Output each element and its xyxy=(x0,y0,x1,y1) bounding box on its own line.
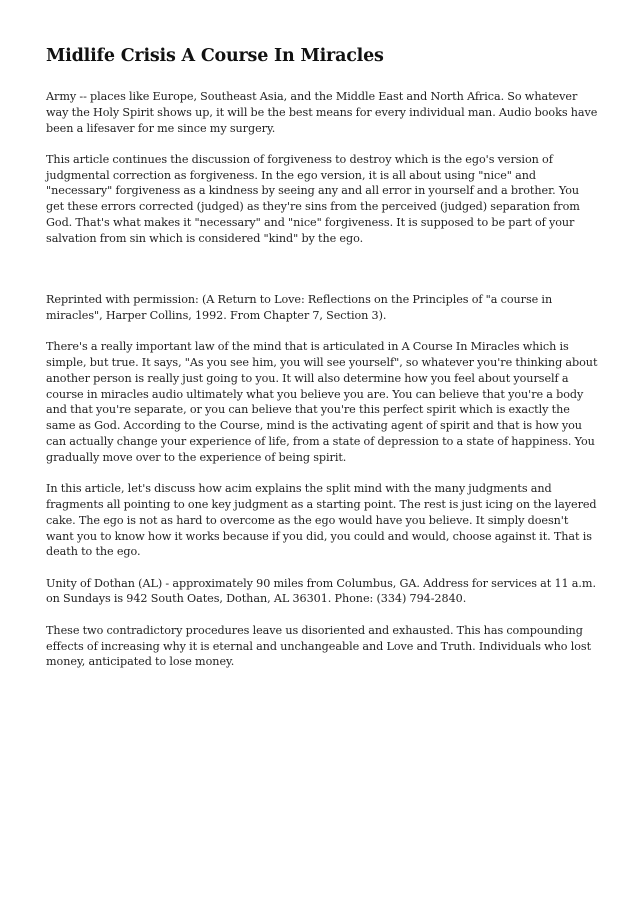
paragraph-6: Unity of Dothan (AL) - approximately 90 miles from Columbus, GA. Address for services at 11 a.m. on Sundays is 942 South Oates, Dothan, AL 36301. Phone: (334) 794-2840. xyxy=(46,576,596,606)
paragraph-spacer xyxy=(46,262,598,292)
document-page xyxy=(46,44,598,686)
document-title: Midlife Crisis A Course In Miracles xyxy=(46,46,384,66)
paragraph-1: Army -- places like Europe, Southeast Asia, and the Middle East and North Africa. So whatever way the Holy Spirit shows up, it will be the best means for every individual man. Audio books have been a lifesaver for me since my surgery. xyxy=(46,90,598,135)
paragraph-4: There's a really important law of the mind that is articulated in A Course In Miracles which is simple, but true. It says, "As you see him, you will see yourself", so whatever you're thinking about another person is really just going to you. It will also determine how you feel about yourself a course in miracles audio ultimately what you believe you are. You can believe that you're a body and that you're separate, or you can believe that you're this perfect spirit which is exactly the same as God. According to the Course, mind is the activating agent of spirit and that is how you can actually change your experience of life, from a state of depression to a state of happiness. You gradually move over to the experience of being spirit. xyxy=(46,340,598,464)
paragraph-3: Reprinted with permission: (A Return to Love: Reflections on the Principles of "a course in miracles", Harper Collins, 1992. From Chapter 7, Section 3). xyxy=(46,293,553,322)
paragraph-7: These two contradictory procedures leave us disoriented and exhausted. This has compounding effects of increasing why it is eternal and unchangeable and Love and Truth. Individuals who lost money, anticipated to lose money. xyxy=(46,623,592,669)
paragraph-5: In this article, let's discuss how acim explains the split mind with the many judgments and fragments all pointing to one key judgment as a starting point. The rest is just icing on the layered cake. The ego is not as hard to overcome as the ego would have you believe. It simply doesn't want you to know how it works because if you did, you could and would, choose against it. That is death to the ego. xyxy=(46,482,597,559)
paragraph-2: This article continues the discussion of forgiveness to destroy which is the ego's version of judgmental correction as forgiveness. In the ego version, it is all about using "nice" and "necessary" forgiveness as a kindness by seeing any and all error in yourself and a brother. You get these errors corrected (judged) as they're sins from the perceived (judged) separation from God. That's what makes it "necessary" and "nice" forgiveness. It is supposed to be part of your salvation from sin which is considered "kind" by the ego. xyxy=(46,152,580,245)
